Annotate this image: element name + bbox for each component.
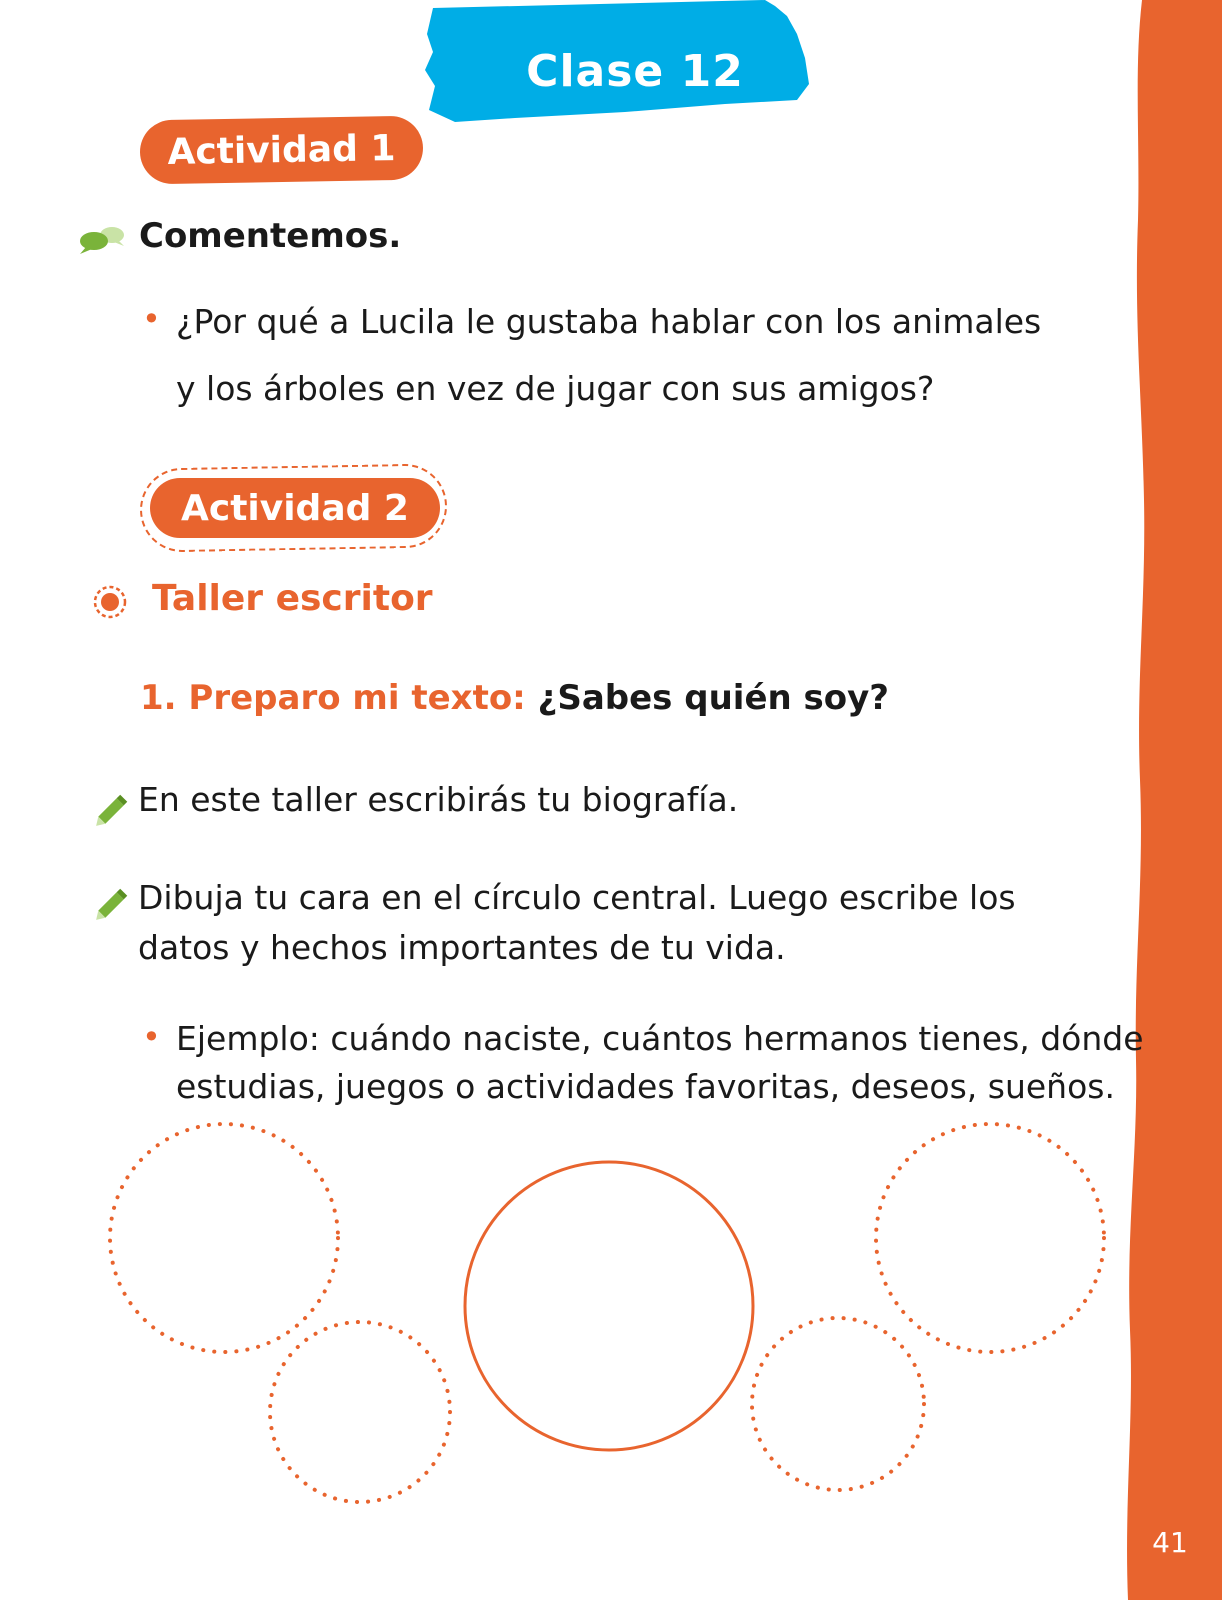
bullet-point: •: [142, 300, 161, 338]
drawing-area: [0, 1120, 1120, 1540]
page-number: 41: [1152, 1526, 1188, 1559]
question-line-2: y los árboles en vez de jugar con sus amigos?: [176, 369, 935, 408]
instruction-1: En este taller escribirás tu biografía.: [138, 780, 739, 819]
face-circle[interactable]: [465, 1162, 753, 1450]
step-title: ¿Sabes quién soy?: [537, 678, 890, 718]
question-line-1: ¿Por qué a Lucila le gustaba hablar con los animales: [176, 302, 1042, 341]
activity-2-label: Actividad 2: [150, 478, 440, 538]
dotted-circle-bottom-right[interactable]: [752, 1318, 924, 1490]
section-title: Taller escritor: [152, 578, 433, 619]
activity-1-label: Actividad 1: [139, 116, 423, 185]
dotted-circle-bottom-left[interactable]: [270, 1322, 450, 1502]
pencil-icon: [90, 884, 132, 926]
side-band: [1120, 0, 1222, 1600]
dotted-circle-top-right[interactable]: [876, 1124, 1104, 1352]
bullet-point: •: [142, 1018, 161, 1056]
pencil-icon: [90, 790, 132, 832]
example-line-2: estudias, juegos o actividades favoritas, deseos, sueños.: [176, 1067, 1115, 1106]
dotted-circle-top-left[interactable]: [110, 1124, 338, 1352]
instruction-2-line-2: datos y hechos importantes de tu vida.: [138, 928, 786, 967]
example-line-1: Ejemplo: cuándo naciste, cuántos hermanos tienes, dónde: [176, 1019, 1144, 1058]
instruction-2-line-1: Dibuja tu cara en el círculo central. Luego escribe los: [138, 878, 1016, 917]
speech-bubbles-icon: [78, 224, 126, 256]
step-number: 1. Preparo mi texto:: [140, 678, 526, 718]
step-heading: [140, 678, 889, 718]
target-icon: [92, 584, 128, 620]
comentemos-heading: Comentemos.: [139, 216, 402, 256]
page-title: Clase 12: [526, 46, 744, 97]
